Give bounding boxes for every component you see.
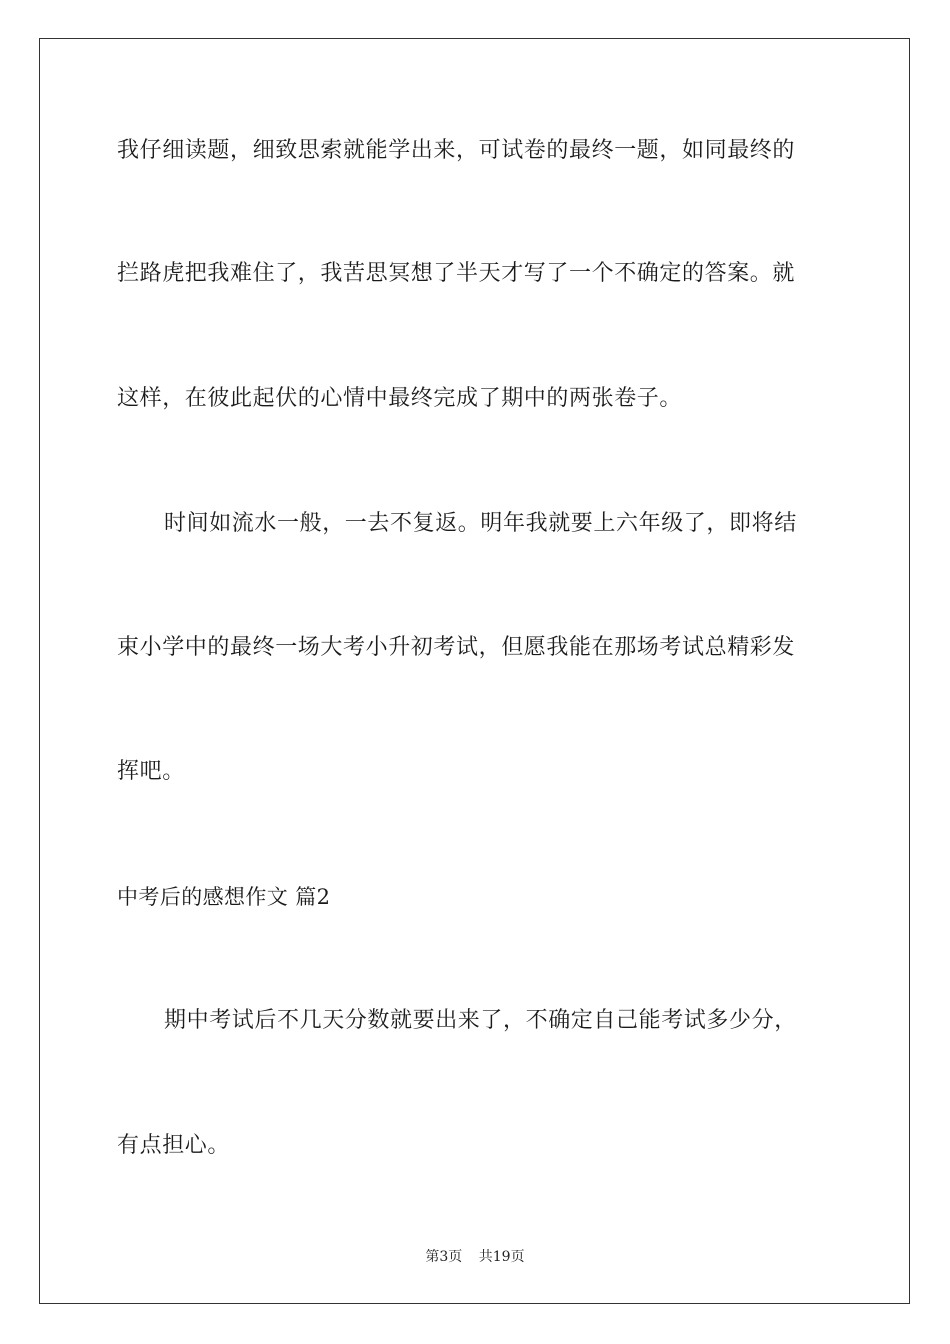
body-text-line: 挥吧。: [117, 759, 185, 784]
paragraph-first-line: 时间如流水一般，一去不复返。明年我就要上六年级了，即将结: [164, 511, 797, 536]
page-footer: [0, 1247, 950, 1267]
page-border: [39, 38, 910, 1304]
body-text-line: 我仔细读题，细致思索就能学出来，可试卷的最终一题，如同最终的: [117, 138, 796, 163]
body-text-line: 拦路虎把我难住了，我苦思冥想了半天才写了一个不确定的答案。就: [117, 261, 796, 286]
body-text-line: 有点担心。: [117, 1133, 231, 1158]
body-text-line: 这样，在彼此起伏的心情中最终完成了期中的两张卷子。: [117, 386, 683, 411]
body-text-line: 束小学中的最终一场大考小升初考试，但愿我能在那场考试总精彩发: [117, 635, 796, 660]
page-number-total: 共19页: [478, 1249, 525, 1265]
page-number-current: 第3页: [425, 1249, 463, 1265]
paragraph-first-line: 期中考试后不几天分数就要出来了，不确定自己能考试多少分，: [164, 1008, 797, 1033]
section-heading: 中考后的感想作文 篇2: [117, 885, 331, 909]
